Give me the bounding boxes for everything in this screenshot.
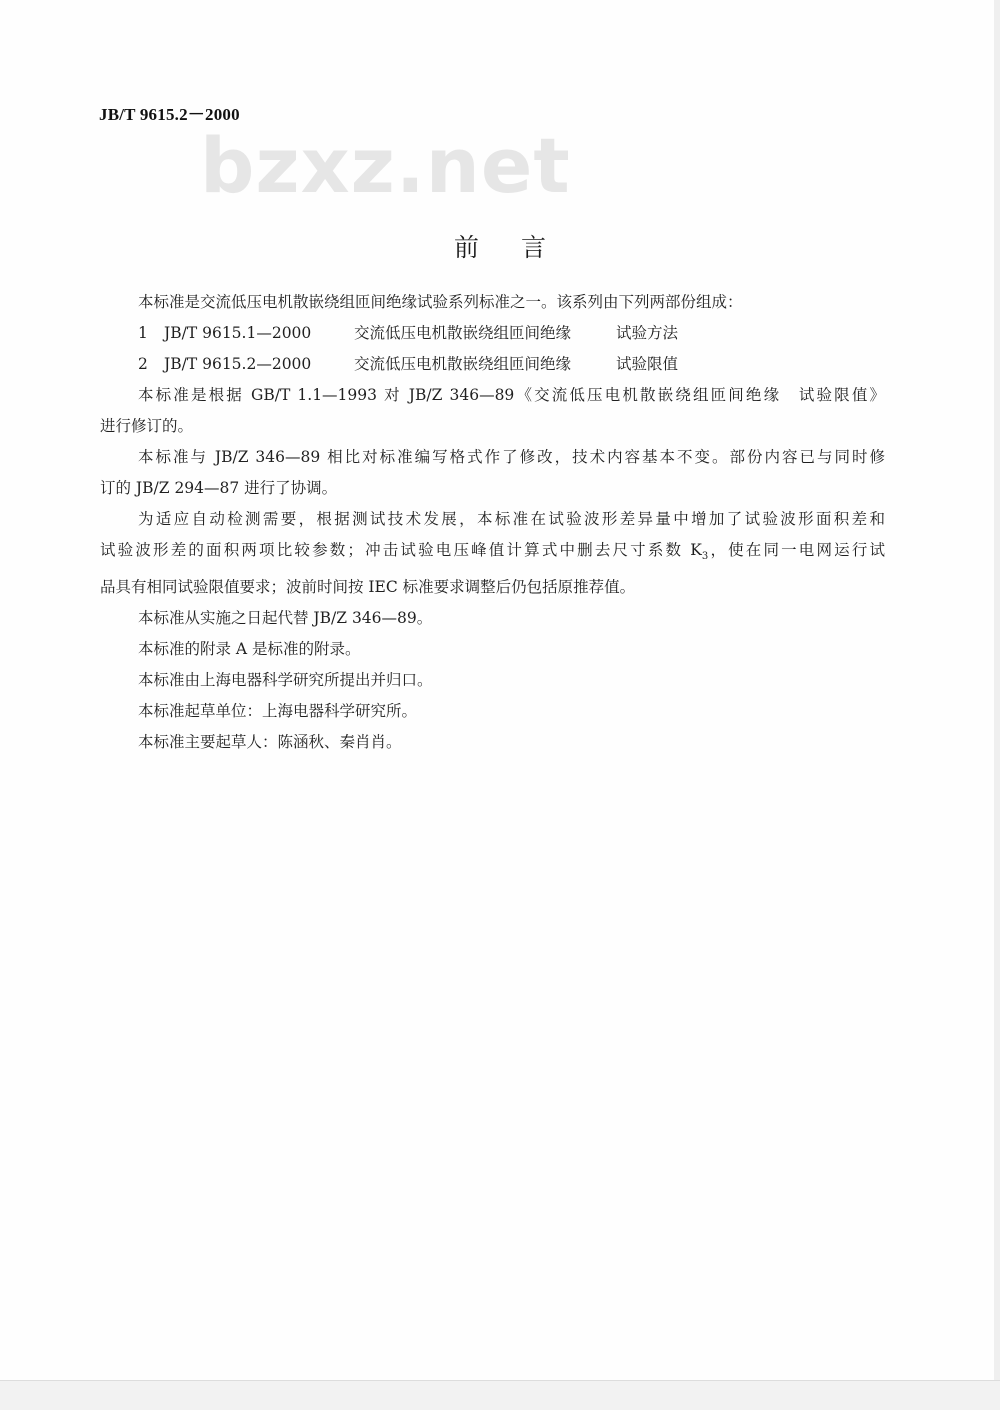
subscript: 3 [701,551,709,563]
proposer-paragraph: 本标准由上海电器科学研究所提出并归口。 [138,671,433,690]
comparison-line: 本标准与 JB/Z 346—89 相比对标准编写格式作了修改，技术内容基本不变。部份内容已与同时修 [138,448,885,466]
standard-code: JB/T 9615.2－2000 [99,105,240,124]
series-item-name: 交流低压电机散嵌绕组匝间绝缘 [354,324,572,342]
comparison-paragraph [100,442,885,504]
series-item-2 [100,349,885,380]
revision-line: 本标准是根据 GB/T 1.1—1993 对 JB/Z 346—89《交流低压电机散嵌绕组匝间绝缘 试验限值》 [138,386,885,404]
drafting-unit-paragraph: 本标准起草单位：上海电器科学研究所。 [138,702,418,721]
revision-line: 进行修订的。 [100,417,194,435]
revision-paragraph [100,380,885,442]
adaptation-line: 为适应自动检测需要，根据测试技术发展，本标准在试验波形差异量中增加了试验波形面积差和 [138,510,885,528]
comparison-line: 订的 JB/Z 294—87 进行了协调。 [100,479,338,497]
adaptation-line [100,535,885,572]
series-item-code: JB/T 9615.1—2000 [164,324,312,342]
series-item-code: JB/T 9615.2—2000 [164,355,312,373]
series-item-1 [100,318,885,349]
page-title: 前言 [453,233,588,262]
foreword-body [100,287,885,758]
adaptation-line: 品具有相同试验限值要求；波前时间按 IEC 标准要求调整后仍包括原推荐值。 [100,578,636,597]
series-item-number: 1 [138,324,148,342]
series-item-part: 试验方法 [616,324,679,342]
series-item-name: 交流低压电机散嵌绕组匝间绝缘 [354,355,572,373]
adaptation-text: ，使在同一电网运行试 [708,541,885,559]
drafters-paragraph: 本标准主要起草人：陈涵秋、秦肖肖。 [138,733,402,752]
appendix-paragraph: 本标准的附录 A 是标准的附录。 [138,640,361,659]
page-bottom-edge [0,1380,1000,1410]
adaptation-paragraph [100,504,885,603]
replacement-paragraph: 本标准从实施之日起代替 JB/Z 346—89。 [138,609,433,628]
page-edge-shadow [994,0,1000,1409]
intro-paragraph: 本标准是交流低压电机散嵌绕组匝间绝缘试验系列标准之一。该系列由下列两部份组成： [138,293,743,311]
series-item-part: 试验限值 [616,355,679,373]
watermark: bzxz.net [200,121,571,210]
series-item-number: 2 [138,355,148,373]
adaptation-text: 试验波形差的面积两项比较参数；冲击试验电压峰值计算式中删去尺寸系数 K [100,541,702,559]
